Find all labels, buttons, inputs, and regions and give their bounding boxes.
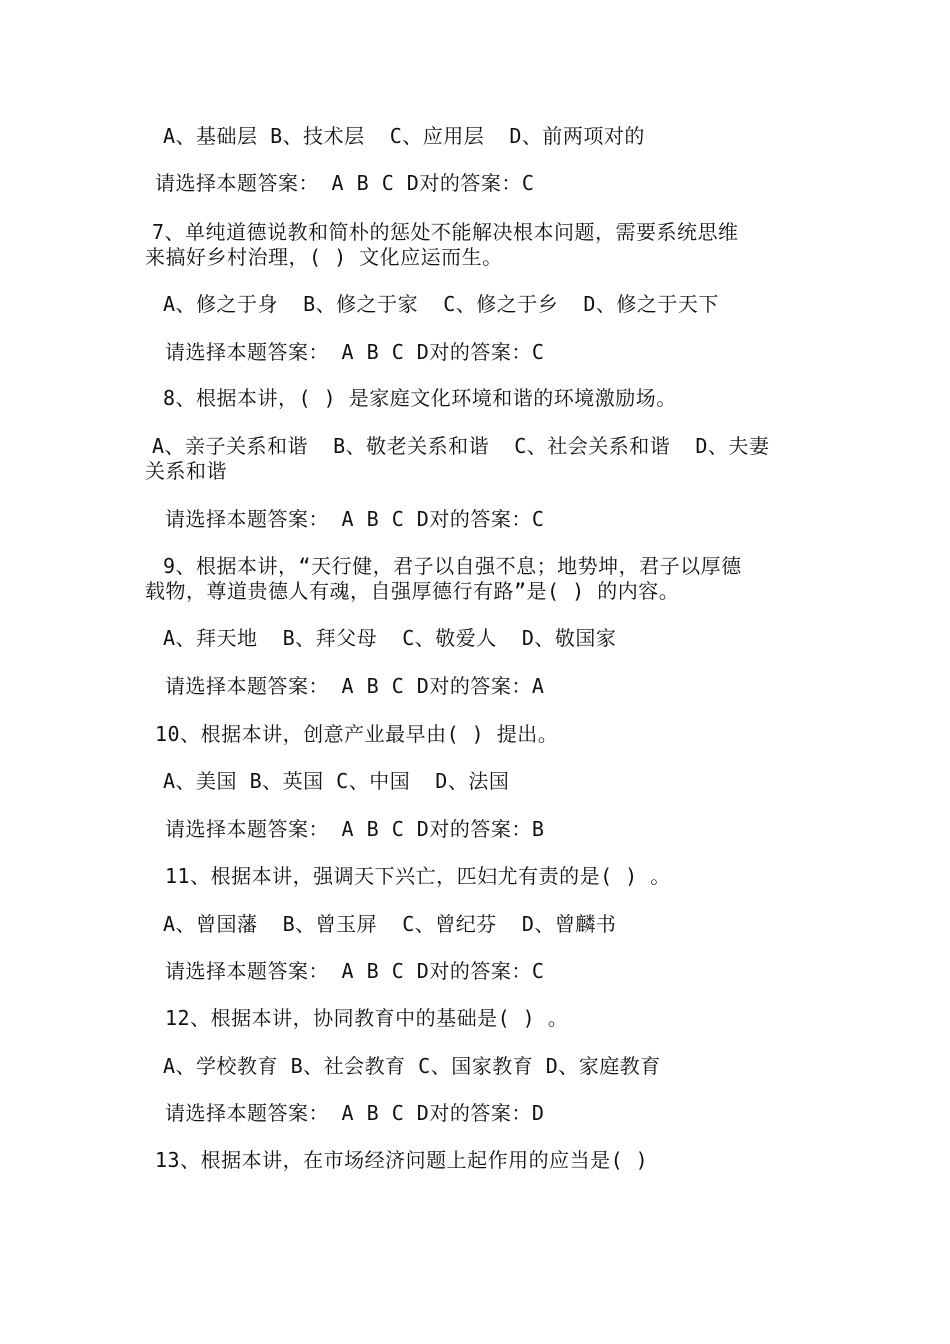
- q10-options: A、美国 B、英国 C、中国 D、法国: [163, 769, 510, 793]
- q8-answer: 请选择本题答案： A B C D对的答案：C: [165, 507, 545, 531]
- q9-options: A、拜天地 B、拜父母 C、敬爱人 D、敬国家: [163, 626, 617, 650]
- q6-answer: 请选择本题答案： A B C D对的答案：C: [155, 171, 535, 195]
- q11-answer: 请选择本题答案： A B C D对的答案：C: [165, 959, 545, 983]
- q7-options: A、修之于身 B、修之于家 C、修之于乡 D、修之于天下: [163, 292, 719, 316]
- q10-question: 10、根据本讲，创意产业最早由( ) 提出。: [155, 722, 559, 746]
- q8-options-line2: 关系和谐: [145, 459, 227, 483]
- q12-options: A、学校教育 B、社会教育 C、国家教育 D、家庭教育: [163, 1054, 661, 1078]
- q11-options: A、曾国藩 B、曾玉屏 C、曾纪芬 D、曾麟书: [163, 912, 617, 936]
- q7-answer: 请选择本题答案： A B C D对的答案：C: [165, 340, 545, 364]
- q12-question: 12、根据本讲，协同教育中的基础是( ) 。: [165, 1006, 569, 1030]
- q9-question-line2: 载物，尊道贵德人有魂，自强厚德行有路”是( ) 的内容。: [145, 579, 680, 603]
- q12-answer: 请选择本题答案： A B C D对的答案：D: [165, 1101, 545, 1125]
- q8-question: 8、根据本讲，( ) 是家庭文化环境和谐的环境激励场。: [163, 386, 677, 410]
- q13-question: 13、根据本讲，在市场经济问题上起作用的应当是( ): [155, 1148, 649, 1172]
- q9-question-line1: 9、根据本讲，“天行健，君子以自强不息；地势坤，君子以厚德: [163, 554, 742, 578]
- q11-question: 11、根据本讲，强调天下兴亡，匹妇尤有责的是( ) 。: [165, 864, 671, 888]
- q6-options: A、基础层 B、技术层 C、应用层 D、前两项对的: [163, 124, 645, 148]
- q7-question-line1: 7、单纯道德说教和简朴的惩处不能解决根本问题，需要系统思维: [152, 220, 739, 244]
- q9-answer: 请选择本题答案： A B C D对的答案：A: [165, 674, 545, 698]
- q7-question-line2: 来搞好乡村治理，( ) 文化应运而生。: [145, 245, 503, 269]
- q8-options-line1: A、亲子关系和谐 B、敬老关系和谐 C、社会关系和谐 D、夫妻: [152, 434, 770, 458]
- q10-answer: 请选择本题答案： A B C D对的答案：B: [165, 817, 545, 841]
